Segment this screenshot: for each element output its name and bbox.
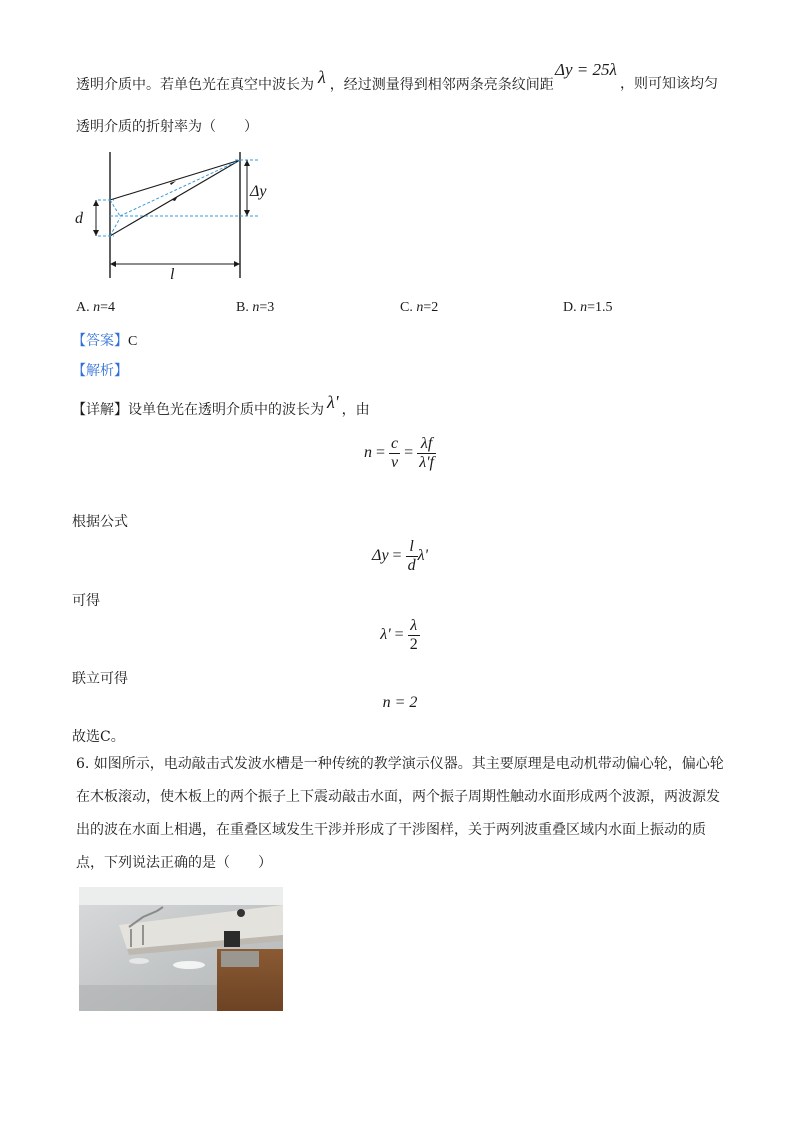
equation-1: n = $\frac{c}{v}$ = $\frac{\lambda f}{\lambda'f}$ — [364, 435, 434, 471]
answer-value: C — [128, 334, 138, 349]
detail-text: 设单色光在透明介质中的波长为 — [128, 402, 324, 418]
combine-label: 联立可得 — [72, 671, 128, 687]
label-d: d — [75, 210, 83, 227]
equation-4: n = 2 — [382, 694, 418, 711]
option-b: B. n=3 — [236, 300, 275, 315]
q5-line2: 透明介质的折射率为（ ） — [76, 119, 258, 135]
option-d: D. n=1.5 — [563, 300, 613, 315]
question6-text: 6. 如图所示，电动敲击式发波水槽是一种传统的教学演示仪器。其主要原理是电动机带动偏心轮，偏心轮在木板滚动，使木板上的两个振子上下震动敲击水面，两个振子周期性触动水面形成两个波源，两波源发出的波在水面上相遇，在重叠区域发生干涉并形成了干涉图样，关于两列波重叠区域内水面上振动的质点，下列说法正确的是（ ） — [76, 756, 724, 871]
q5-line1-a: 透明介质中。若单色光在真空中波长为 — [76, 77, 314, 93]
lambda-symbol: λ — [318, 67, 326, 87]
q5-line1 — [76, 67, 554, 94]
detail-tail: ，由 — [341, 402, 370, 418]
analysis-tag: 【解析】 — [72, 363, 128, 379]
equation-2: Δy = $\frac{l}{d}$ λ' — [372, 538, 428, 574]
conclusion: 故选C。 — [72, 729, 125, 745]
q5-line1-c: ，则可知该均匀 — [620, 76, 718, 92]
double-slit-diagram — [70, 150, 270, 285]
detail-line — [72, 392, 370, 419]
can-get-label: 可得 — [72, 593, 100, 609]
option-a: A. n=4 — [76, 300, 116, 315]
answer-tag: 【答案】 — [72, 333, 128, 349]
equation-3: λ' = $\frac{\lambda}{2}$ — [380, 617, 418, 653]
ray-upper — [110, 160, 240, 200]
label-delta-y: Δy — [250, 183, 267, 200]
ray-lower-arrow — [172, 196, 178, 201]
detail-tag: 【详解】 — [72, 402, 128, 418]
delta-y-formula: Δy = 25λ — [555, 60, 617, 79]
option-c: C. n=2 — [400, 300, 439, 315]
ripple-tank-photo — [79, 887, 283, 1011]
answer-line — [72, 330, 137, 350]
formula-label: 根据公式 — [72, 514, 128, 530]
q5-line1-b: ，经过测量得到相邻两条亮条纹间距 — [329, 77, 554, 93]
label-l: l — [170, 266, 175, 283]
lambda-prime: λ' — [327, 392, 339, 412]
